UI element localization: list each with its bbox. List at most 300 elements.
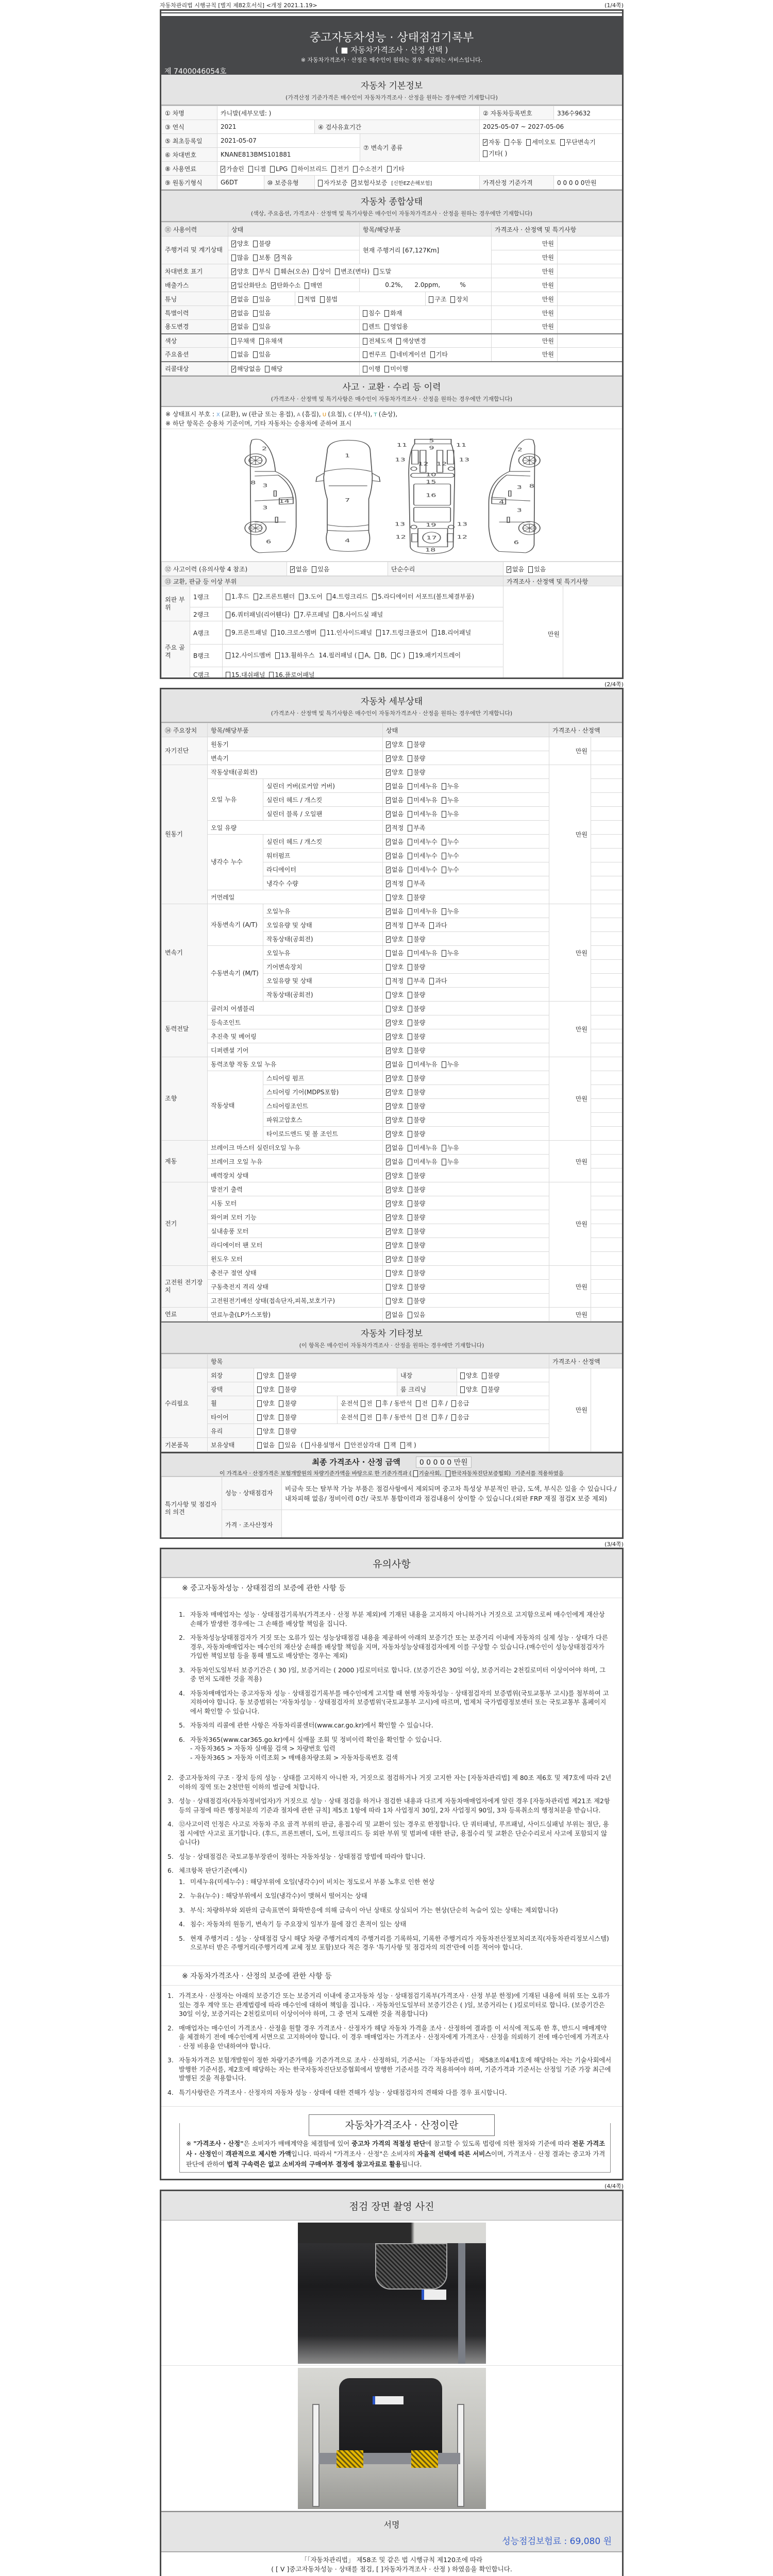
checkbox[interactable] bbox=[331, 166, 336, 173]
checkbox-checked[interactable]: ✓ bbox=[232, 282, 237, 289]
checkbox[interactable] bbox=[408, 1033, 412, 1040]
checkbox[interactable] bbox=[253, 324, 258, 330]
checkbox-checked[interactable]: ✓ bbox=[232, 241, 237, 247]
checkbox-checked[interactable]: ✓ bbox=[386, 755, 391, 761]
option-label: 양호 bbox=[392, 1269, 404, 1277]
item-state bbox=[383, 1238, 549, 1252]
section-title: 자동차 기본정보 bbox=[360, 80, 423, 91]
checkbox[interactable] bbox=[429, 922, 434, 929]
checkbox[interactable] bbox=[408, 1089, 412, 1096]
item-label: 커먼레일 bbox=[208, 890, 383, 904]
checkbox[interactable] bbox=[353, 166, 358, 173]
checkbox[interactable] bbox=[279, 1386, 283, 1393]
checkbox-checked[interactable]: ✓ bbox=[291, 566, 295, 572]
remark bbox=[591, 849, 624, 862]
remark bbox=[591, 1071, 624, 1085]
inspection-photo-rear[interactable] bbox=[298, 2368, 486, 2509]
mileage-reading: 현재 주행거리 [67,127Km] bbox=[360, 236, 492, 264]
checkbox[interactable] bbox=[416, 1414, 421, 1421]
checkbox[interactable] bbox=[442, 811, 446, 818]
option-label: 양호 bbox=[392, 1005, 404, 1012]
remark bbox=[591, 974, 624, 988]
checkbox[interactable] bbox=[442, 797, 446, 804]
remark bbox=[591, 1368, 624, 1452]
option bbox=[294, 611, 330, 618]
checkbox-checked[interactable]: ✓ bbox=[386, 908, 391, 914]
checkbox[interactable] bbox=[279, 1442, 283, 1449]
checkbox-checked[interactable]: ✓ bbox=[271, 282, 276, 289]
notice-item bbox=[179, 1920, 622, 1929]
checkbox-checked[interactable]: ✓ bbox=[386, 853, 391, 859]
checkbox[interactable] bbox=[408, 1312, 412, 1318]
checkbox[interactable] bbox=[408, 1270, 412, 1277]
checkbox[interactable] bbox=[391, 652, 396, 659]
remark bbox=[558, 320, 624, 334]
option-label: 양호 bbox=[466, 1371, 478, 1379]
checkbox[interactable] bbox=[345, 1442, 349, 1449]
option bbox=[318, 179, 347, 187]
option bbox=[408, 1019, 425, 1026]
section-title: 점검 장면 촬영 사진 bbox=[349, 2200, 434, 2212]
checkbox[interactable] bbox=[526, 139, 531, 146]
checkbox-checked[interactable]: ✓ bbox=[386, 1020, 391, 1026]
checkbox[interactable] bbox=[387, 166, 392, 173]
checkbox[interactable] bbox=[429, 296, 433, 303]
option bbox=[408, 796, 437, 804]
checkbox-checked[interactable]: ✓ bbox=[386, 1047, 391, 1054]
item-state bbox=[383, 765, 549, 779]
basic-info-table bbox=[161, 106, 624, 190]
item-text: 자동차매매업자는 중고자동차 성능 · 상태점검기록부를 매수인에게 고지할 때 현행 자동차성능 · 상태점검자의 보증범위(국토교통부 고시)를 첨부하여 고지하여야 합니다. 동 보증범위는 '자동차성능 · 상태점검자의 보증범위'(국토교통부 고시)에 따르며, 법제처 국가법령정보센터 또는 국토교통부 홈페이지에서 확인할 수 있습니다. bbox=[190, 1689, 609, 1715]
checkbox[interactable] bbox=[408, 1187, 412, 1193]
option-label: 미세누수 bbox=[413, 866, 438, 873]
checkbox-checked[interactable]: ✓ bbox=[232, 366, 237, 372]
checkbox[interactable] bbox=[386, 1284, 391, 1291]
option bbox=[460, 1386, 478, 1393]
option-label: 12.사이드멤버 bbox=[231, 652, 272, 659]
checkbox[interactable] bbox=[408, 797, 412, 804]
option-label: 9.프론트패널 bbox=[231, 629, 267, 636]
checkbox[interactable] bbox=[376, 1414, 381, 1421]
checkbox[interactable] bbox=[408, 964, 412, 971]
checkbox[interactable] bbox=[408, 783, 412, 790]
item-label: 작동상태 bbox=[208, 1071, 263, 1141]
checkbox[interactable] bbox=[253, 296, 258, 303]
checkbox[interactable] bbox=[374, 268, 378, 275]
checkbox[interactable] bbox=[257, 1414, 262, 1421]
option-label: C ) bbox=[396, 652, 406, 659]
option bbox=[313, 268, 331, 275]
checkbox[interactable] bbox=[363, 310, 367, 317]
option-label: LPG bbox=[275, 165, 288, 173]
remark bbox=[563, 586, 624, 680]
checkbox[interactable] bbox=[442, 853, 446, 859]
checkbox-checked[interactable]: ✓ bbox=[386, 936, 391, 942]
checkbox[interactable] bbox=[253, 255, 258, 261]
col-price: 가격조사 · 산정액 bbox=[549, 1354, 624, 1368]
checkbox[interactable] bbox=[279, 1400, 283, 1407]
checkbox-checked[interactable]: ✓ bbox=[386, 1159, 391, 1165]
option bbox=[408, 977, 425, 985]
accident-history-table bbox=[161, 562, 624, 576]
checkbox[interactable] bbox=[327, 594, 331, 600]
checkbox[interactable] bbox=[460, 1372, 465, 1379]
checkbox[interactable] bbox=[408, 950, 412, 957]
checkbox[interactable] bbox=[257, 1400, 262, 1407]
checkbox[interactable] bbox=[408, 1200, 412, 1207]
checkbox[interactable] bbox=[257, 1372, 262, 1379]
checkbox[interactable] bbox=[231, 338, 236, 345]
item-text: 자동차성능상태점검자가 거짓 또는 오류가 있는 성능상태점검 내용을 제공하여 아래의 보증기간 또는 보증거리 이내에 자동차의 실제 성능 · 상태가 다른 경우, 자동차매매업자는 매수인의 재산상 손해를 배상할 책임을 지며, 자동차성능상태점검자에게 이를 구상할 수 있습니다.(매수인이 성능상태점검자가 가입한 책임보험 등을 통해 별도로 배상받는 경우는 제외) bbox=[190, 1634, 608, 1659]
checkbox-checked[interactable]: ✓ bbox=[386, 867, 391, 873]
vin: KNANE813BMS101881 bbox=[217, 148, 360, 162]
checkbox[interactable] bbox=[386, 1006, 391, 1012]
checkbox[interactable] bbox=[269, 672, 274, 679]
checkbox[interactable] bbox=[253, 241, 258, 247]
checkbox[interactable] bbox=[361, 1400, 365, 1407]
col-usage-history: ⑪ 사용이력 bbox=[162, 223, 228, 236]
checkbox[interactable] bbox=[408, 880, 412, 887]
checkbox-checked[interactable]: ✓ bbox=[386, 1075, 391, 1081]
right-side-view bbox=[489, 439, 540, 552]
checkbox-checked[interactable]: ✓ bbox=[221, 166, 226, 172]
part-number-label: 8 bbox=[529, 483, 534, 489]
detail-header bbox=[161, 689, 622, 723]
checkbox[interactable] bbox=[408, 741, 412, 748]
item-label: 오일 누유 bbox=[208, 779, 263, 821]
checkbox[interactable] bbox=[446, 1470, 450, 1477]
option-label: 양호 bbox=[392, 1297, 404, 1304]
checkbox[interactable] bbox=[408, 1284, 412, 1291]
checkbox[interactable] bbox=[442, 867, 446, 873]
checkbox-checked[interactable]: ✓ bbox=[386, 783, 391, 789]
checkbox[interactable] bbox=[408, 1214, 412, 1221]
checkbox-checked[interactable]: ✓ bbox=[386, 1187, 391, 1193]
item-text: - 자동차365 > 자동차 실매물 검색 > 차량번호 입력 bbox=[190, 1745, 335, 1752]
item-number: 2. bbox=[179, 1634, 185, 1641]
checkbox[interactable] bbox=[386, 1270, 391, 1277]
checkbox-checked[interactable]: ✓ bbox=[232, 296, 237, 302]
checkbox[interactable] bbox=[408, 894, 412, 901]
checkbox[interactable] bbox=[482, 1386, 486, 1393]
checkbox[interactable] bbox=[363, 338, 367, 345]
checkbox[interactable] bbox=[442, 839, 446, 845]
checkbox-checked[interactable]: ✓ bbox=[232, 324, 237, 330]
checkbox-checked[interactable]: ✓ bbox=[386, 1089, 391, 1095]
remark bbox=[558, 306, 624, 320]
transmission-options bbox=[480, 134, 624, 162]
checkbox[interactable] bbox=[483, 150, 488, 157]
checkbox-checked[interactable]: ✓ bbox=[386, 839, 391, 845]
checkbox[interactable] bbox=[408, 1159, 412, 1165]
checkbox[interactable] bbox=[305, 1442, 310, 1449]
checkbox[interactable] bbox=[254, 594, 258, 600]
checkbox[interactable] bbox=[391, 351, 395, 358]
checkbox[interactable] bbox=[432, 1400, 436, 1407]
checkbox[interactable] bbox=[408, 1242, 412, 1249]
checkbox[interactable] bbox=[386, 950, 391, 957]
checkbox[interactable] bbox=[386, 992, 391, 998]
checkbox[interactable] bbox=[359, 652, 363, 659]
option bbox=[460, 1372, 478, 1379]
checkbox[interactable] bbox=[408, 769, 412, 776]
checkbox-checked[interactable]: ✓ bbox=[386, 880, 391, 887]
checkbox[interactable] bbox=[265, 366, 270, 372]
checkbox[interactable] bbox=[408, 1256, 412, 1263]
checkbox[interactable] bbox=[226, 594, 230, 600]
checkbox-checked[interactable]: ✓ bbox=[386, 1131, 391, 1137]
option bbox=[442, 783, 459, 790]
checkbox[interactable] bbox=[231, 255, 236, 261]
checkbox[interactable] bbox=[257, 1428, 262, 1435]
checkbox[interactable] bbox=[386, 964, 391, 971]
checkbox-checked[interactable]: ✓ bbox=[386, 1200, 391, 1207]
option-label: 양호 bbox=[392, 1185, 404, 1193]
checkbox[interactable] bbox=[408, 811, 412, 818]
option-label: 불량 bbox=[413, 1102, 426, 1110]
checkbox[interactable] bbox=[363, 324, 367, 330]
checkbox[interactable] bbox=[279, 1428, 283, 1435]
checkbox[interactable] bbox=[408, 1006, 412, 1012]
inspection-photo-front[interactable] bbox=[298, 2223, 486, 2364]
checkbox[interactable] bbox=[408, 1075, 412, 1082]
checkbox-checked[interactable]: ✓ bbox=[386, 1103, 391, 1109]
appraiser-label: 가격 · 조사산정자 bbox=[222, 1510, 282, 1539]
checkbox[interactable] bbox=[275, 268, 279, 275]
checkbox[interactable] bbox=[313, 268, 318, 275]
usage-change-label: 용도변경 bbox=[162, 320, 228, 334]
checkbox[interactable] bbox=[408, 936, 412, 943]
checkbox[interactable] bbox=[413, 1470, 418, 1477]
checkbox[interactable] bbox=[442, 1061, 446, 1068]
checkbox[interactable] bbox=[430, 351, 435, 358]
basic-items-label: 기본품목 bbox=[162, 1438, 208, 1452]
checkbox[interactable] bbox=[408, 1145, 412, 1151]
checkbox[interactable] bbox=[226, 612, 230, 618]
device-group-label: 전기 bbox=[162, 1182, 208, 1266]
checkbox[interactable] bbox=[396, 338, 401, 345]
checkbox[interactable] bbox=[376, 1400, 381, 1407]
notice-list-c bbox=[161, 1992, 622, 2097]
notice-subtitle-2: ※ 자동차가격조사 · 산정의 보증에 관한 사항 등 bbox=[161, 1965, 622, 1986]
checkbox-checked[interactable]: ✓ bbox=[232, 268, 237, 275]
checkbox[interactable] bbox=[408, 1061, 412, 1068]
option-label: 장치 bbox=[456, 295, 468, 303]
checkbox[interactable] bbox=[248, 166, 253, 173]
checkbox[interactable] bbox=[408, 992, 412, 998]
detail-row bbox=[162, 765, 624, 779]
checkbox[interactable] bbox=[361, 1414, 365, 1421]
option-label: 양호 bbox=[392, 754, 404, 762]
checkbox-checked[interactable]: ✓ bbox=[386, 1256, 391, 1262]
checkbox-checked[interactable]: ✓ bbox=[352, 180, 357, 186]
option bbox=[386, 1172, 404, 1179]
checkbox[interactable] bbox=[292, 166, 296, 173]
checkbox-checked[interactable]: ✓ bbox=[386, 1242, 391, 1248]
checkbox[interactable] bbox=[231, 351, 236, 358]
checkbox-checked[interactable]: ✓ bbox=[386, 797, 391, 803]
checkbox[interactable] bbox=[386, 894, 391, 901]
checkbox-checked[interactable]: ✓ bbox=[386, 1061, 391, 1067]
checkbox[interactable] bbox=[259, 338, 264, 345]
checkbox[interactable] bbox=[451, 1400, 456, 1407]
option-label: 전 bbox=[422, 1413, 428, 1421]
option bbox=[386, 950, 404, 957]
price-unit: 만원 bbox=[549, 1266, 591, 1308]
checkbox[interactable] bbox=[416, 1400, 421, 1407]
checkbox-checked[interactable]: ✓ bbox=[386, 922, 391, 928]
checkbox-checked[interactable]: ✓ bbox=[507, 566, 512, 572]
checkbox[interactable] bbox=[335, 268, 340, 275]
checkbox[interactable] bbox=[305, 282, 309, 289]
checkbox[interactable] bbox=[279, 1372, 283, 1379]
checkbox[interactable] bbox=[442, 1159, 446, 1165]
option-text: 운전석 bbox=[341, 1413, 359, 1421]
option bbox=[351, 179, 387, 187]
checkbox[interactable] bbox=[442, 950, 446, 957]
option bbox=[442, 1061, 459, 1068]
checkbox[interactable] bbox=[560, 139, 565, 146]
checkbox-checked[interactable]: ✓ bbox=[386, 1312, 391, 1318]
item-number: 3. bbox=[167, 1798, 174, 1805]
checkbox[interactable] bbox=[299, 594, 304, 600]
checkbox[interactable] bbox=[460, 1386, 465, 1393]
checkbox[interactable] bbox=[253, 351, 258, 358]
checkbox[interactable] bbox=[363, 366, 367, 372]
checkbox[interactable] bbox=[320, 296, 325, 303]
checkbox[interactable] bbox=[505, 139, 509, 146]
checkbox[interactable] bbox=[333, 612, 338, 618]
checkbox[interactable] bbox=[408, 867, 412, 873]
checkbox-checked[interactable]: ✓ bbox=[386, 1214, 391, 1221]
checkbox[interactable] bbox=[408, 839, 412, 845]
checkbox[interactable] bbox=[409, 652, 414, 659]
checkbox[interactable] bbox=[384, 1442, 389, 1449]
checkbox[interactable] bbox=[450, 296, 455, 303]
notice-section-1 bbox=[161, 1598, 622, 1965]
col-price: 가격조사 · 산정액 bbox=[549, 723, 624, 737]
checkbox[interactable] bbox=[408, 1047, 412, 1054]
other-info-header bbox=[161, 1321, 622, 1354]
checkbox[interactable] bbox=[372, 594, 377, 600]
option-label: 전 bbox=[422, 1399, 428, 1407]
checkbox[interactable] bbox=[375, 652, 379, 659]
checkbox[interactable] bbox=[442, 1145, 446, 1151]
checkbox[interactable] bbox=[408, 1298, 412, 1304]
checkbox[interactable] bbox=[294, 612, 299, 618]
checkbox[interactable] bbox=[298, 296, 303, 303]
checkbox[interactable] bbox=[384, 310, 389, 317]
checkbox-checked[interactable]: ✓ bbox=[386, 1228, 391, 1234]
option-label: 렌트 bbox=[368, 323, 381, 331]
checkbox[interactable] bbox=[528, 566, 533, 573]
checkbox-checked[interactable]: ✓ bbox=[386, 811, 391, 817]
checkbox[interactable] bbox=[408, 1173, 412, 1179]
checkbox[interactable] bbox=[318, 180, 323, 187]
checkbox-checked[interactable]: ✓ bbox=[275, 255, 280, 261]
checkbox[interactable] bbox=[408, 908, 412, 915]
checkbox-checked[interactable]: ✓ bbox=[386, 769, 391, 775]
checkbox[interactable] bbox=[432, 630, 436, 636]
option-label: 있음 bbox=[284, 1441, 297, 1449]
checkbox[interactable] bbox=[400, 1442, 405, 1449]
checkbox[interactable] bbox=[376, 630, 381, 636]
checkbox[interactable] bbox=[451, 1414, 456, 1421]
checkbox[interactable] bbox=[432, 1414, 436, 1421]
checkbox[interactable] bbox=[253, 268, 258, 275]
checkbox[interactable] bbox=[408, 755, 412, 762]
checkbox[interactable] bbox=[386, 978, 391, 985]
first-registration-date: 2021-05-07 bbox=[217, 134, 360, 148]
checkbox[interactable] bbox=[270, 166, 275, 173]
item-label: 작동상태(공회전) bbox=[208, 765, 383, 779]
checkbox[interactable] bbox=[226, 652, 230, 659]
checkbox[interactable] bbox=[275, 652, 280, 659]
checkbox[interactable] bbox=[279, 1414, 283, 1421]
option bbox=[386, 1311, 404, 1318]
checkbox[interactable] bbox=[408, 922, 412, 929]
part-number-label: 4 bbox=[499, 499, 505, 505]
checkbox-checked[interactable]: ✓ bbox=[386, 1145, 391, 1151]
checkbox[interactable] bbox=[408, 853, 412, 859]
checkbox[interactable] bbox=[408, 1228, 412, 1235]
checkbox-checked[interactable]: ✓ bbox=[386, 825, 391, 831]
checkbox[interactable] bbox=[442, 783, 446, 790]
remark bbox=[591, 807, 624, 821]
checkbox[interactable] bbox=[226, 672, 230, 679]
checkbox[interactable] bbox=[253, 310, 258, 317]
checkbox[interactable] bbox=[312, 566, 316, 573]
checkbox[interactable] bbox=[442, 908, 446, 915]
rank-1-options bbox=[223, 586, 503, 607]
checkbox[interactable] bbox=[408, 978, 412, 985]
definition-title: 자동차가격조사 · 산정이란 bbox=[309, 2114, 495, 2136]
item-state bbox=[383, 807, 549, 821]
option bbox=[279, 1372, 296, 1379]
checkbox[interactable] bbox=[482, 1372, 486, 1379]
item-label: 추진축 및 베어링 bbox=[208, 1029, 383, 1043]
checkbox-checked[interactable]: ✓ bbox=[386, 1117, 391, 1123]
checkbox[interactable] bbox=[429, 978, 434, 985]
checkbox[interactable] bbox=[408, 825, 412, 832]
checkbox-checked[interactable]: ✓ bbox=[483, 139, 488, 145]
checkbox-checked[interactable]: ✓ bbox=[386, 741, 391, 748]
remark bbox=[591, 876, 624, 890]
checkbox[interactable] bbox=[271, 630, 276, 636]
checkbox-checked[interactable]: ✓ bbox=[232, 310, 237, 316]
checkbox[interactable] bbox=[408, 1103, 412, 1110]
checkbox[interactable] bbox=[226, 630, 230, 636]
checkbox[interactable] bbox=[384, 366, 389, 372]
checkbox[interactable] bbox=[384, 324, 389, 330]
checkbox[interactable] bbox=[363, 351, 367, 358]
remark bbox=[591, 1252, 624, 1266]
checkbox[interactable] bbox=[408, 1020, 412, 1026]
tire-options bbox=[254, 1410, 338, 1424]
checkbox[interactable] bbox=[257, 1442, 262, 1449]
checkbox[interactable] bbox=[386, 1298, 391, 1304]
emission-label: 배출가스 bbox=[162, 278, 228, 292]
checkbox[interactable] bbox=[408, 1131, 412, 1138]
checkbox[interactable] bbox=[408, 1117, 412, 1124]
option-label: 양호 bbox=[392, 1074, 404, 1082]
rank-b-label: B랭크 bbox=[190, 645, 223, 667]
checkbox-checked[interactable]: ✓ bbox=[386, 1033, 391, 1040]
item-state bbox=[383, 1029, 549, 1043]
checkbox[interactable] bbox=[321, 630, 325, 636]
checkbox-checked[interactable]: ✓ bbox=[386, 1173, 391, 1179]
checkbox[interactable] bbox=[257, 1386, 262, 1393]
